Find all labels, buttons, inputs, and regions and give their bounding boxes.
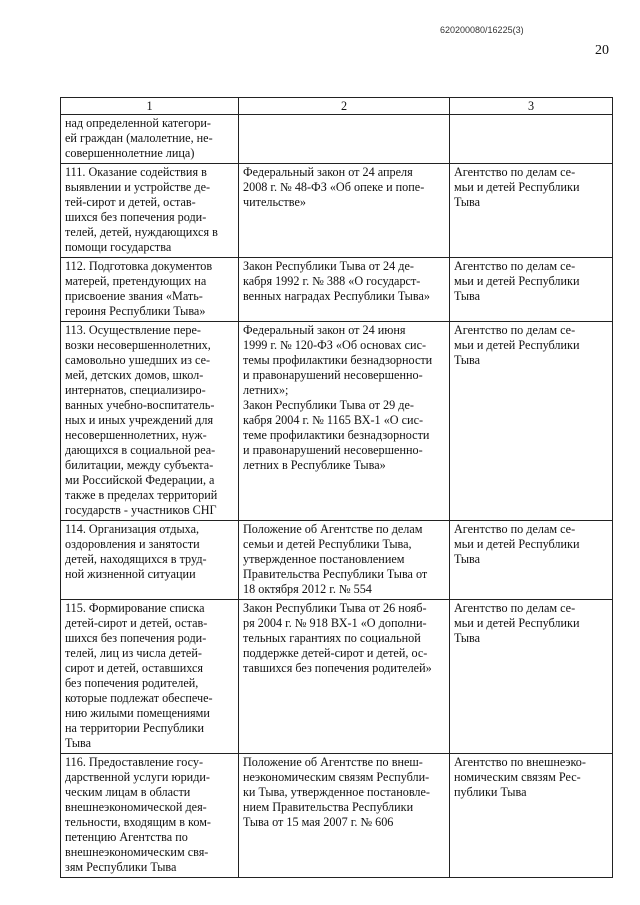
legal-basis-cell: Положение об Агентстве по делам семьи и детей Республики Тыва, утвержденное постановлением Правительства Республики Тыва от 18 октября 2012 г. № 554 [239, 521, 450, 600]
service-cell: 112. Подготовка документов матерей, претендующих на присвоение звания «Мать- героиня Республики Тыва» [61, 258, 239, 322]
table-row [61, 322, 613, 521]
table-row [61, 164, 613, 258]
services-table [60, 97, 613, 878]
service-cell: 115. Формирование списка детей-сирот и детей, остав- шихся без попечения роди- телей, лиц из числа детей- сирот и детей, оставшихся без попечения родителей, которые подлежат обеспече- нию жилыми помещениями на территории Республики Тыва [61, 600, 239, 754]
legal-basis-cell: Федеральный закон от 24 июня 1999 г. № 120-ФЗ «Об основах сис- темы профилактики безнадзорности и правонарушений несовершенно- летних»; Закон Республики Тыва от 29 де- кабря 2004 г. № 1165 ВХ-1 «О сис- теме профилактики безнадзорности и правонарушений несовершенно- летних в Республике Тыва» [239, 322, 450, 521]
agency-cell: Агентство по делам се- мьи и детей Республики Тыва [450, 600, 613, 754]
table-row [61, 754, 613, 878]
legal-basis-cell: Закон Республики Тыва от 26 нояб- ря 2004 г. № 918 ВХ-1 «О дополни- тельных гарантиях по социальной поддержке детей-сирот и детей, ос- тавшихся без попечения родителей» [239, 600, 450, 754]
service-cell: 111. Оказание содействия в выявлении и устройстве де- тей-сирот и детей, остав- шихся без попечения роди- телей, детей, нуждающихся в помощи государства [61, 164, 239, 258]
service-cell: над определенной категори- ей граждан (малолетние, не- совершеннолетние лица) [61, 115, 239, 164]
legal-basis-cell: Положение об Агентстве по внеш- неэкономическим связям Республи- ки Тыва, утвержденное постановле- нием Правительства Республики Тыва от 15 мая 2007 г. № 606 [239, 754, 450, 878]
agency-cell: Агентство по делам се- мьи и детей Республики Тыва [450, 258, 613, 322]
table-row [61, 521, 613, 600]
agency-cell: Агентство по делам се- мьи и детей Республики Тыва [450, 164, 613, 258]
column-header-2: 2 [239, 98, 450, 115]
service-cell: 113. Осуществление пере- возки несовершеннолетних, самовольно ушедших из се- мей, детских домов, школ- интернатов, специализиро- ванных учебно-воспитатель- ных и иных учреждений для несовершеннолетних, нуж- дающихся в социальной реа- билитации, между субъекта- ми Российской Федерации, а также в пределах территорий государств - участников СНГ [61, 322, 239, 521]
service-cell: 116. Предоставление госу- дарственной услуги юриди- ческим лицам в области внешнеэкономической дея- тельности, входящим в ком- петенцию Агентства по внешнеэкономическим свя- зям Республики Тыва [61, 754, 239, 878]
agency-cell: Агентство по делам се- мьи и детей Республики Тыва [450, 322, 613, 521]
page-number: 20 [595, 43, 609, 58]
legal-basis-cell [239, 115, 450, 164]
table-row [61, 600, 613, 754]
legal-basis-cell: Закон Республики Тыва от 24 де- кабря 1992 г. № 388 «О государст- венных наградах Республики Тыва» [239, 258, 450, 322]
agency-cell [450, 115, 613, 164]
agency-cell: Агентство по делам се- мьи и детей Республики Тыва [450, 521, 613, 600]
agency-cell: Агентство по внешнеэко- номическим связям Рес- публики Тыва [450, 754, 613, 878]
table-row [61, 115, 613, 164]
table-row [61, 258, 613, 322]
document-code: 620200080/16225(3) [440, 25, 524, 35]
service-cell: 114. Организация отдыха, оздоровления и занятости детей, находящихся в труд- ной жизненной ситуации [61, 521, 239, 600]
table-header-row [61, 98, 613, 115]
column-header-1: 1 [61, 98, 239, 115]
legal-basis-cell: Федеральный закон от 24 апреля 2008 г. № 48-ФЗ «Об опеке и попе- чительстве» [239, 164, 450, 258]
column-header-3: 3 [450, 98, 613, 115]
